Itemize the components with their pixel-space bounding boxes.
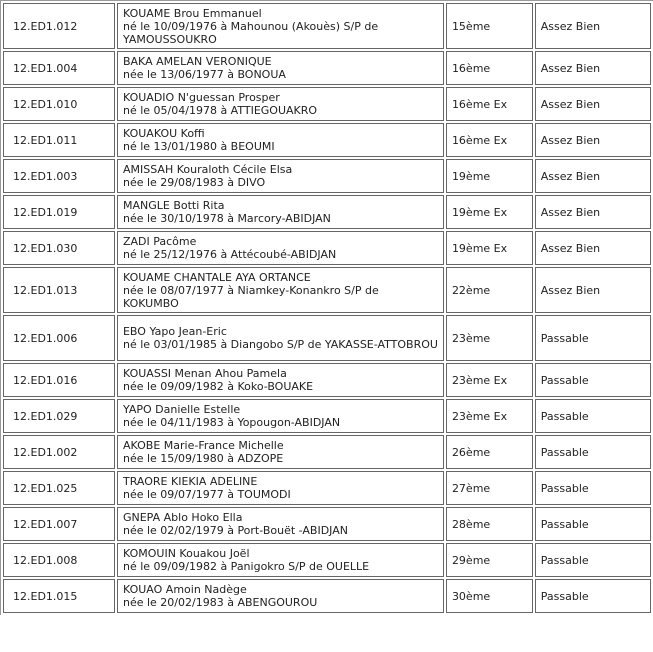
student-name: KOUAME Brou Emmanuel [122, 6, 262, 20]
birth-info: née le 20/02/1983 à ABENGOUROU [122, 596, 318, 609]
birth-info: née le 13/06/1977 à BONOUA [122, 68, 286, 81]
grade: Passable [535, 507, 651, 541]
grade: Assez Bien [535, 231, 651, 265]
student-identity [117, 315, 444, 361]
student-name: KOUAME CHANTALE AYA ORTANCE [122, 270, 311, 284]
rank: 23ème [446, 315, 533, 361]
student-name: AMISSAH Kouraloth Cécile Elsa [122, 163, 293, 176]
birth-info: né le 25/12/1976 à Attécoubé-ABIDJAN [122, 248, 337, 261]
birth-info: né le 10/09/1976 à Mahounou (Akouès) S/P de YAMOUSSOUKRO [122, 19, 379, 46]
student-name: MANGLE Botti Rita [122, 199, 225, 212]
student-identity [117, 363, 444, 397]
student-identity [117, 87, 444, 121]
grade: Passable [535, 363, 651, 397]
rank: 26ème [446, 435, 533, 469]
student-identity [117, 507, 444, 541]
student-code: 12.ED1.012 [3, 3, 115, 49]
rank: 23ème Ex [446, 399, 533, 433]
table-row [3, 363, 651, 397]
student-code: 12.ED1.011 [3, 123, 115, 157]
rank: 16ème [446, 51, 533, 85]
student-name: KOUAKOU Koffi [122, 127, 205, 140]
grade: Passable [535, 435, 651, 469]
student-identity [117, 3, 444, 49]
rank: 22ème [446, 267, 533, 313]
student-identity [117, 195, 444, 229]
student-code: 12.ED1.004 [3, 51, 115, 85]
rank: 28ème [446, 507, 533, 541]
table-row [3, 159, 651, 193]
student-code: 12.ED1.013 [3, 267, 115, 313]
student-name: KOUASSI Menan Ahou Pamela [122, 367, 287, 380]
student-identity [117, 399, 444, 433]
student-code: 12.ED1.007 [3, 507, 115, 541]
rank: 15ème [446, 3, 533, 49]
table-row [3, 51, 651, 85]
rank: 16ème Ex [446, 123, 533, 157]
table-row [3, 579, 651, 613]
student-code: 12.ED1.003 [3, 159, 115, 193]
rank: 16ème Ex [446, 87, 533, 121]
rank: 19ème Ex [446, 231, 533, 265]
student-name: GNEPA Ablo Hoko Ella [122, 511, 243, 524]
grade: Passable [535, 543, 651, 577]
table-row [3, 399, 651, 433]
student-name: TRAORE KIEKIA ADELINE [122, 475, 258, 488]
grade: Assez Bien [535, 123, 651, 157]
results-body [3, 3, 651, 613]
student-identity [117, 471, 444, 505]
student-name: EBO Yapo Jean-Eric [122, 325, 227, 338]
student-identity [117, 267, 444, 313]
birth-info: née le 15/09/1980 à ADZOPE [122, 452, 284, 465]
rank: 27ème [446, 471, 533, 505]
student-name: KOUADIO N'guessan Prosper [122, 91, 280, 104]
student-code: 12.ED1.010 [3, 87, 115, 121]
birth-info: né le 13/01/1980 à BEOUMI [122, 140, 275, 153]
table-row [3, 507, 651, 541]
rank: 19ème Ex [446, 195, 533, 229]
student-identity [117, 543, 444, 577]
table-row [3, 315, 651, 361]
student-identity [117, 435, 444, 469]
table-row [3, 195, 651, 229]
birth-info: née le 02/02/1979 à Port-Bouët -ABIDJAN [122, 524, 348, 537]
student-code: 12.ED1.030 [3, 231, 115, 265]
student-name: ZADI Pacôme [122, 235, 197, 248]
student-code: 12.ED1.015 [3, 579, 115, 613]
grade: Assez Bien [535, 87, 651, 121]
grade: Passable [535, 399, 651, 433]
student-code: 12.ED1.019 [3, 195, 115, 229]
student-code: 12.ED1.006 [3, 315, 115, 361]
student-identity [117, 159, 444, 193]
grade: Assez Bien [535, 3, 651, 49]
table-row [3, 543, 651, 577]
birth-info: née le 30/10/1978 à Marcory-ABIDJAN [122, 212, 331, 225]
table-row [3, 123, 651, 157]
grade: Passable [535, 315, 651, 361]
birth-info: né le 03/01/1985 à Diangobo S/P de YAKASSE-ATTOBROU [122, 338, 438, 351]
grade: Assez Bien [535, 51, 651, 85]
student-code: 12.ED1.029 [3, 399, 115, 433]
table-row [3, 267, 651, 313]
grade: Passable [535, 471, 651, 505]
student-name: AKOBE Marie-France Michelle [122, 439, 284, 452]
rank: 23ème Ex [446, 363, 533, 397]
birth-info: née le 04/11/1983 à Yopougon-ABIDJAN [122, 416, 341, 429]
student-name: YAPO Danielle Estelle [122, 403, 241, 416]
table-row [3, 471, 651, 505]
student-code: 12.ED1.002 [3, 435, 115, 469]
rank: 19ème [446, 159, 533, 193]
birth-info: née le 09/07/1977 à TOUMODI [122, 488, 291, 501]
grade: Assez Bien [535, 195, 651, 229]
student-code: 12.ED1.008 [3, 543, 115, 577]
grade: Assez Bien [535, 267, 651, 313]
birth-info: né le 09/09/1982 à Panigokro S/P de OUELLE [122, 560, 370, 573]
grade: Passable [535, 579, 651, 613]
student-name: BAKA AMELAN VERONIQUE [122, 55, 272, 68]
student-code: 12.ED1.025 [3, 471, 115, 505]
birth-info: né le 05/04/1978 à ATTIEGOUAKRO [122, 104, 318, 117]
grade: Assez Bien [535, 159, 651, 193]
table-row [3, 435, 651, 469]
rank: 30ème [446, 579, 533, 613]
birth-info: née le 09/09/1982 à Koko-BOUAKE [122, 380, 314, 393]
birth-info: née le 29/08/1983 à DIVO [122, 176, 266, 189]
table-row [3, 3, 651, 49]
student-identity [117, 123, 444, 157]
birth-info: née le 08/07/1977 à Niamkey-Konankro S/P de KOKUMBO [122, 283, 379, 310]
student-name: KOMOUIN Kouakou Joël [122, 547, 250, 560]
student-identity [117, 51, 444, 85]
student-code: 12.ED1.016 [3, 363, 115, 397]
student-identity [117, 579, 444, 613]
student-identity [117, 231, 444, 265]
student-name: KOUAO Amoin Nadège [122, 583, 247, 596]
table-row [3, 87, 651, 121]
rank: 29ème [446, 543, 533, 577]
table-row [3, 231, 651, 265]
